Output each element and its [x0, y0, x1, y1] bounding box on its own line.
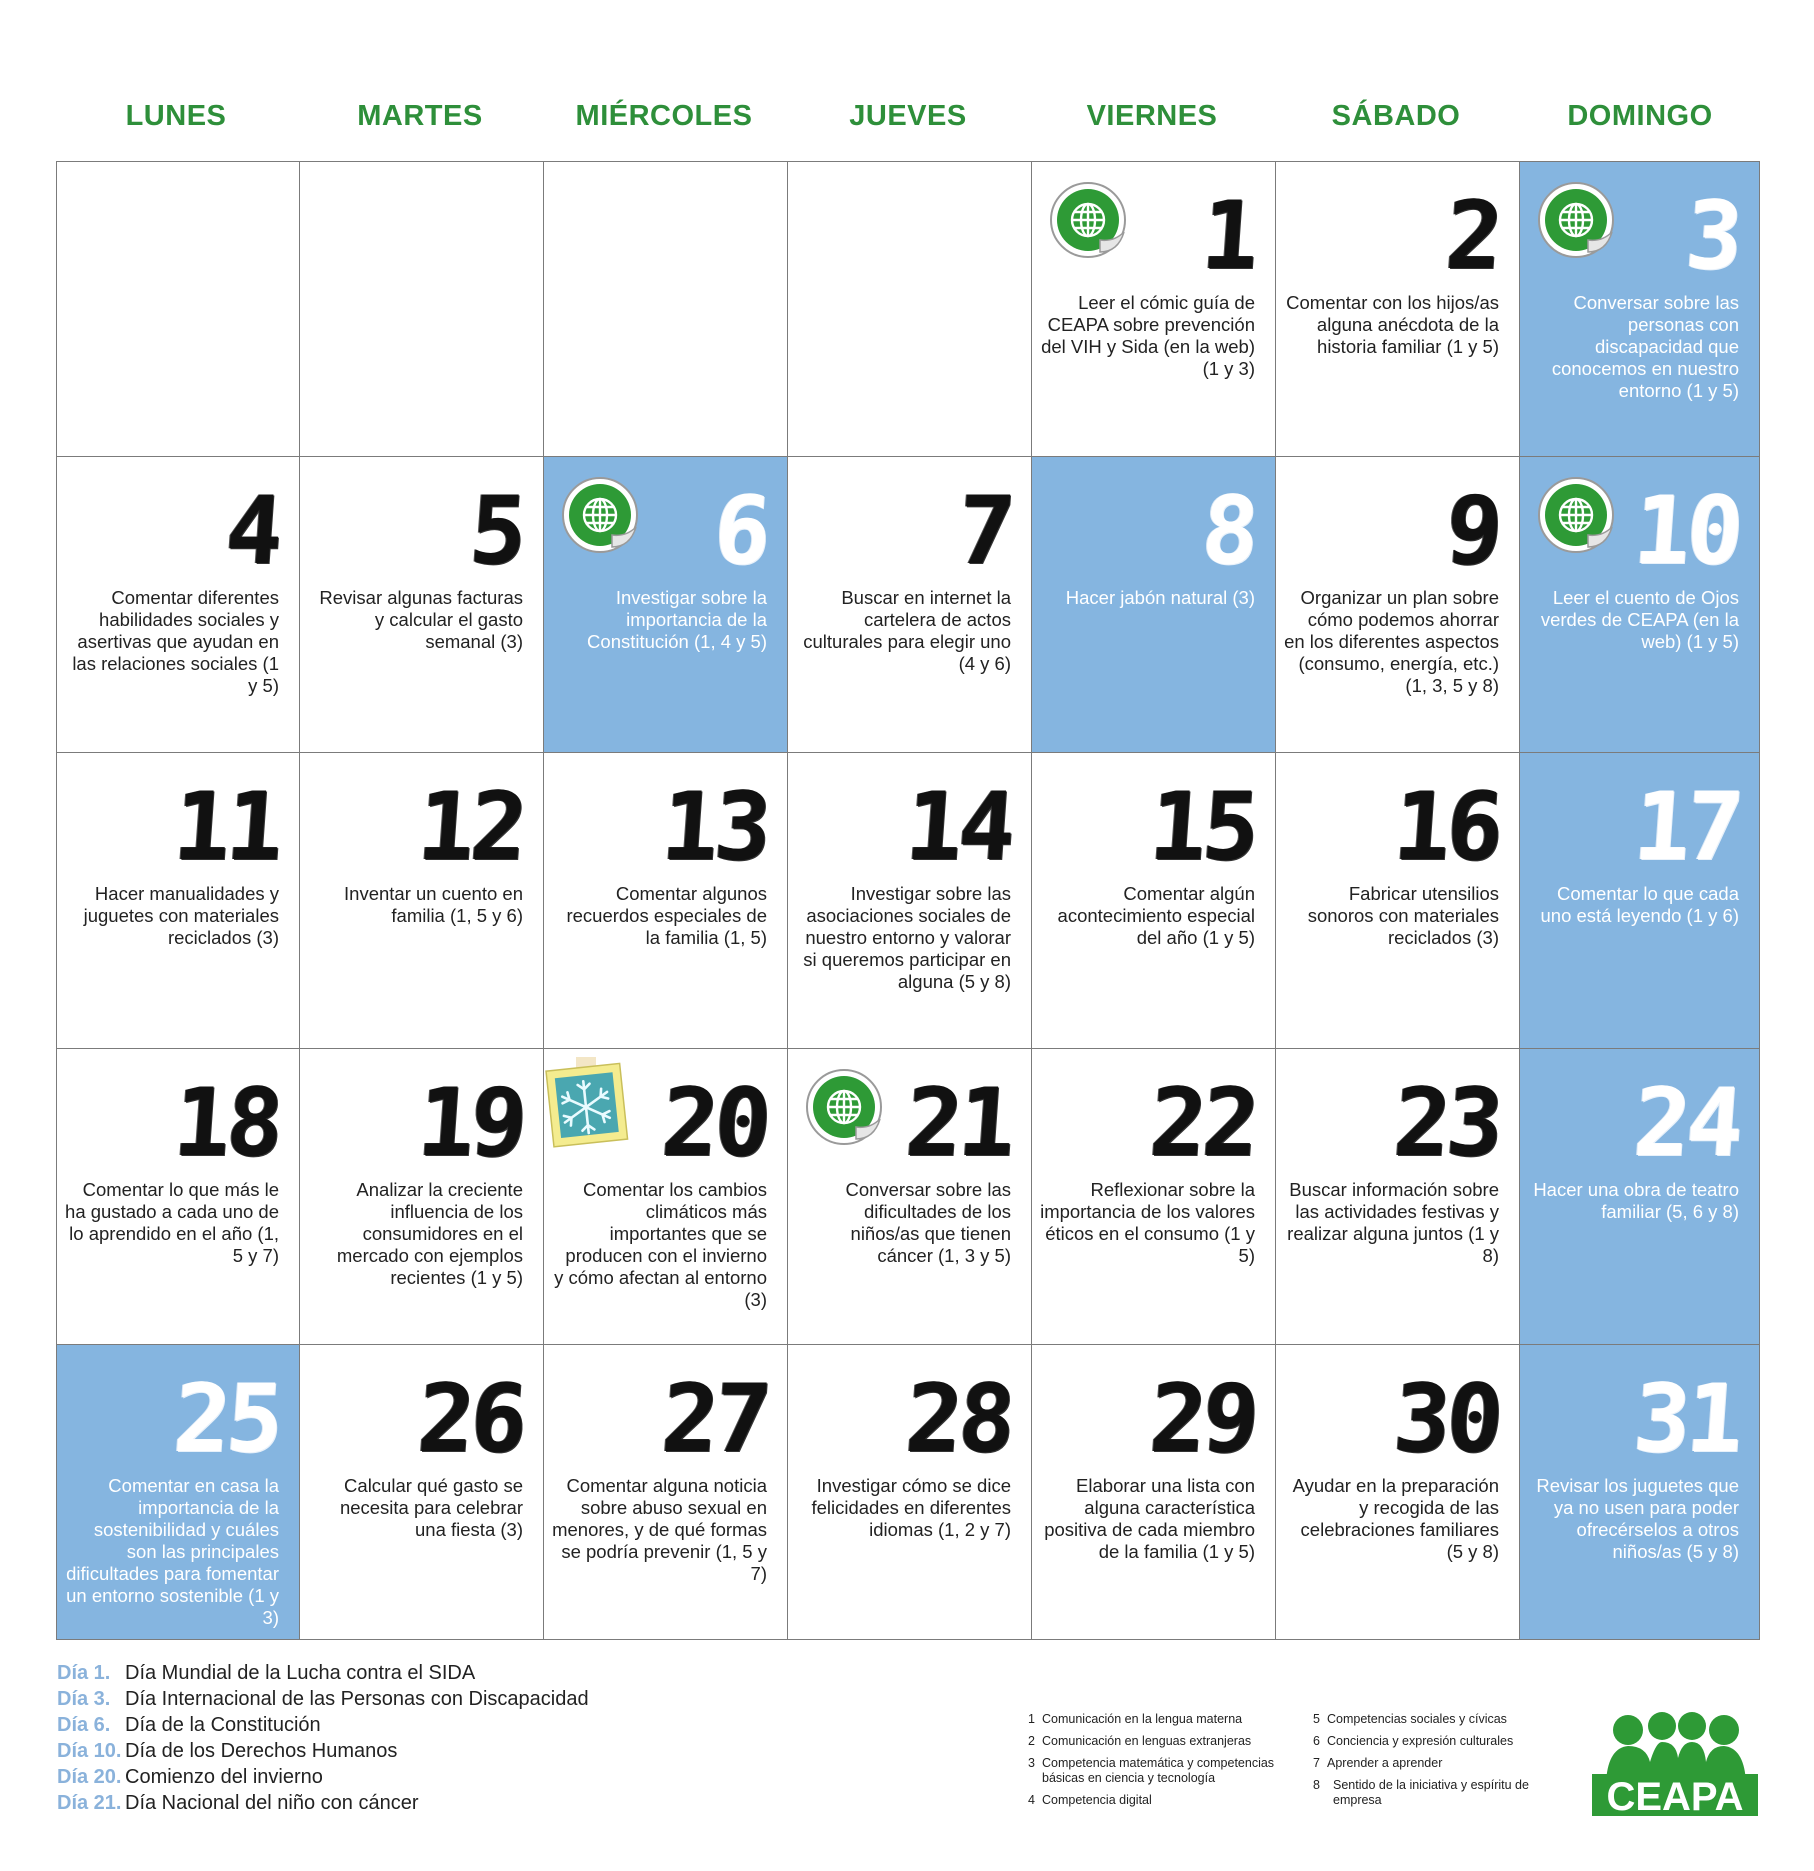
globe-sticker-icon — [1536, 475, 1616, 555]
day-number: 30 — [1390, 1365, 1503, 1474]
globe-sticker-icon — [1536, 180, 1616, 260]
day-number: 23 — [1390, 1069, 1503, 1178]
globe-sticker-icon — [560, 475, 640, 555]
activity-text: Elaborar una lista con alguna característica positiva de cada miembro de la familia (1 y 5) — [1044, 1475, 1255, 1562]
day-number: 6 — [710, 477, 771, 586]
calendar-cell-day-11 — [56, 753, 300, 1049]
day-number: 2 — [1442, 182, 1503, 291]
competencia-text: Sentido de la iniciativa y espíritu de empresa — [1333, 1778, 1529, 1807]
legend-label: Día 1. — [57, 1662, 111, 1684]
calendar-cell-day-30 — [1276, 1345, 1520, 1640]
day-number: 28 — [902, 1365, 1015, 1474]
calendar-cell-day-12 — [300, 753, 544, 1049]
activity-text: Comentar alguna noticia sobre abuso sexual en menores, y de qué formas se podría prevenir (1, 5 y 7) — [552, 1475, 767, 1584]
calendar-cell-empty — [56, 161, 300, 457]
competencia-item — [1313, 1712, 1533, 1727]
competencia-number: 2 — [1028, 1734, 1035, 1748]
competencia-text: Conciencia y expresión culturales — [1327, 1734, 1514, 1748]
day-number: 29 — [1146, 1365, 1259, 1474]
activity-text: Ayudar en la preparación y recogida de las celebraciones familiares (5 y 8) — [1292, 1475, 1499, 1562]
activity-text: Comentar algún acontecimiento especial del año (1 y 5) — [1057, 883, 1255, 948]
competencia-text: Aprender a aprender — [1327, 1756, 1443, 1770]
legend-item — [57, 1764, 589, 1790]
ceapa-logo — [1586, 1712, 1764, 1820]
competencias-left — [1028, 1712, 1298, 1808]
activity-text: Fabricar utensilios sonoros con materiales reciclados (3) — [1307, 883, 1499, 948]
day-number: 5 — [466, 477, 527, 586]
calendar-cell-day-8 — [1032, 457, 1276, 753]
activity-text: Comentar algunos recuerdos especiales de la familia (1, 5) — [566, 883, 767, 948]
competencia-item — [1028, 1793, 1298, 1808]
calendar-cell-day-3 — [1520, 161, 1760, 457]
activity-text: Investigar sobre las asociaciones sociales de nuestro entorno y valorar si queremos participar en alguna (5 y 8) — [803, 883, 1011, 992]
competencia-number: 6 — [1313, 1734, 1320, 1748]
day-number: 19 — [414, 1069, 527, 1178]
legend-text: Día de los Derechos Humanos — [125, 1740, 398, 1762]
calendar-cell-day-13 — [544, 753, 788, 1049]
activity-text: Inventar un cuento en familia (1, 5 y 6) — [344, 883, 523, 926]
calendar-cell-day-20 — [544, 1049, 788, 1345]
competencia-number: 5 — [1313, 1712, 1320, 1726]
day-number: 24 — [1630, 1069, 1743, 1178]
activity-text: Buscar información sobre las actividades festivas y realizar alguna juntos (1 y 8) — [1287, 1179, 1499, 1266]
competencia-number: 1 — [1028, 1712, 1035, 1726]
activity-text: Conversar sobre las personas con discapacidad que conocemos en nuestro entorno (1 y 5) — [1551, 292, 1739, 401]
activity-text: Conversar sobre las dificultades de los niños/as que tienen cáncer (1, 3 y 5) — [845, 1179, 1011, 1266]
competencia-text: Comunicación en lenguas extranjeras — [1042, 1734, 1252, 1748]
competencia-text: Competencia digital — [1042, 1793, 1152, 1807]
day-number: 10 — [1630, 477, 1743, 586]
globe-sticker-icon — [1048, 180, 1128, 260]
ceapa-logo-text: CEAPA — [1606, 1775, 1744, 1819]
calendar-cell-day-4 — [56, 457, 300, 753]
calendar-cell-day-28 — [788, 1345, 1032, 1640]
weekday-miercoles: MIÉRCOLES — [575, 100, 753, 132]
calendar-cell-day-19 — [300, 1049, 544, 1345]
calendar-cell-day-21 — [788, 1049, 1032, 1345]
day-number: 12 — [414, 773, 527, 882]
calendar-cell-day-15 — [1032, 753, 1276, 1049]
calendar-cell-day-7 — [788, 457, 1032, 753]
weekday-header — [0, 0, 1814, 160]
activity-text: Buscar en internet la cartelera de actos culturales para elegir uno (4 y 6) — [803, 587, 1011, 674]
legend-label: Día 6. — [57, 1714, 111, 1736]
legend-text: Día Nacional del niño con cáncer — [125, 1792, 419, 1814]
day-number: 17 — [1630, 773, 1743, 882]
day-number: 14 — [902, 773, 1015, 882]
calendar-cell-day-1 — [1032, 161, 1276, 457]
calendar-cell-day-31 — [1520, 1345, 1760, 1640]
calendar-cell-day-27 — [544, 1345, 788, 1640]
day-number: 3 — [1682, 182, 1743, 291]
calendar-cell-day-2 — [1276, 161, 1520, 457]
calendar-cell-day-24 — [1520, 1049, 1760, 1345]
calendar-cell-empty — [544, 161, 788, 457]
weekday-lunes: LUNES — [125, 100, 227, 132]
calendar-cell-day-23 — [1276, 1049, 1520, 1345]
competencia-number: 3 — [1028, 1756, 1035, 1770]
competencia-item — [1028, 1712, 1298, 1727]
calendar-cell-empty — [300, 161, 544, 457]
calendar-cell-day-22 — [1032, 1049, 1276, 1345]
calendar-cell-day-6 — [544, 457, 788, 753]
competencia-item — [1313, 1778, 1533, 1808]
day-number: 7 — [954, 477, 1015, 586]
day-number: 16 — [1390, 773, 1503, 882]
competencia-text: Competencia matemática y competencias básicas en ciencia y tecnología — [1042, 1756, 1275, 1785]
day-number: 25 — [170, 1365, 283, 1474]
legend-item — [57, 1686, 589, 1712]
calendar-cell-day-25 — [56, 1345, 300, 1640]
calendar-cell-day-29 — [1032, 1345, 1276, 1640]
calendar-cell-day-18 — [56, 1049, 300, 1345]
activity-text: Leer el cómic guía de CEAPA sobre prevención del VIH y Sida (en la web) (1 y 3) — [1041, 292, 1255, 379]
competencia-item — [1028, 1756, 1298, 1786]
day-number: 1 — [1198, 182, 1259, 291]
competencia-item — [1313, 1756, 1533, 1771]
activity-text: Hacer manualidades y juguetes con materiales reciclados (3) — [83, 883, 279, 948]
day-number: 20 — [658, 1069, 771, 1178]
legend-item — [57, 1790, 589, 1816]
activity-text: Comentar lo que más le ha gustado a cada uno de lo aprendido en el año (1, 5 y 7) — [65, 1179, 279, 1266]
day-number: 4 — [222, 477, 283, 586]
competencia-number: 8 — [1313, 1778, 1320, 1792]
competencia-text: Competencias sociales y cívicas — [1327, 1712, 1507, 1726]
day-number: 21 — [902, 1069, 1015, 1178]
calendar-grid — [56, 161, 1760, 1640]
legend-label: Día 3. — [57, 1688, 111, 1710]
day-number: 13 — [658, 773, 771, 882]
weekday-sabado: SÁBADO — [1331, 100, 1461, 132]
day-number: 11 — [170, 773, 283, 882]
activity-text: Analizar la creciente influencia de los consumidores en el mercado con ejemplos recientes (1 y 5) — [336, 1179, 523, 1288]
calendar-cell-day-9 — [1276, 457, 1520, 753]
legend-text: Comienzo del invierno — [125, 1766, 323, 1788]
calendar-cell-day-16 — [1276, 753, 1520, 1049]
ceapa-logo-graphic — [1586, 1712, 1764, 1820]
day-number: 18 — [170, 1069, 283, 1178]
legend-label: Día 21. — [57, 1792, 122, 1814]
activity-text: Comentar con los hijos/as alguna anécdota de la historia familiar (1 y 5) — [1286, 292, 1499, 357]
calendar-cell-day-5 — [300, 457, 544, 753]
activity-text: Hacer una obra de teatro familiar (5, 6 y 8) — [1533, 1179, 1739, 1222]
legend-text: Día Mundial de la Lucha contra el SIDA — [125, 1662, 476, 1684]
activity-text: Leer el cuento de Ojos verdes de CEAPA (en la web) (1 y 5) — [1540, 587, 1739, 652]
snowflake-note-icon — [542, 1057, 634, 1149]
competencia-item — [1028, 1734, 1298, 1749]
activity-text: Hacer jabón natural (3) — [1065, 587, 1255, 608]
legend-item — [57, 1660, 589, 1686]
legend-item — [57, 1738, 589, 1764]
activity-text: Comentar diferentes habilidades sociales y asertivas que ayudan en las relaciones sociales (1 y 5) — [72, 587, 279, 696]
activity-text: Comentar lo que cada uno está leyendo (1 y 6) — [1540, 883, 1739, 926]
calendar-cell-day-26 — [300, 1345, 544, 1640]
weekday-domingo: DOMINGO — [1567, 100, 1713, 132]
competencia-number: 7 — [1313, 1756, 1320, 1770]
activity-text: Comentar los cambios climáticos más importantes que se producen con el invierno y cómo afectan al entorno (3) — [554, 1179, 767, 1310]
day-number: 22 — [1146, 1069, 1259, 1178]
day-number: 31 — [1630, 1365, 1743, 1474]
day-number: 26 — [414, 1365, 527, 1474]
legend-text: Día Internacional de las Personas con Discapacidad — [125, 1688, 589, 1710]
activity-text: Investigar cómo se dice felicidades en diferentes idiomas (1, 2 y 7) — [811, 1475, 1011, 1540]
competencia-text: Comunicación en la lengua materna — [1042, 1712, 1243, 1726]
competencias-right — [1313, 1712, 1533, 1808]
weekday-martes: MARTES — [357, 100, 483, 132]
calendar-cell-day-17 — [1520, 753, 1760, 1049]
legend-label: Día 20. — [57, 1766, 122, 1788]
activity-text: Revisar los juguetes que ya no usen para poder ofrecérselos a otros niños/as (5 y 8) — [1536, 1475, 1739, 1562]
calendar-cell-empty — [788, 161, 1032, 457]
weekday-jueves: JUEVES — [849, 100, 967, 132]
calendar-cell-day-10 — [1520, 457, 1760, 753]
activity-text: Revisar algunas facturas y calcular el gasto semanal (3) — [319, 587, 523, 652]
day-number: 9 — [1442, 477, 1503, 586]
legend — [57, 1660, 589, 1816]
legend-item — [57, 1712, 589, 1738]
activity-text: Organizar un plan sobre cómo podemos ahorrar en los diferentes aspectos (consumo, energía, etc.) (1, 3, 5 y 8) — [1284, 587, 1499, 696]
day-number: 8 — [1198, 477, 1259, 586]
competencia-item — [1313, 1734, 1533, 1749]
calendar-cell-day-14 — [788, 753, 1032, 1049]
activity-text: Investigar sobre la importancia de la Constitución (1, 4 y 5) — [587, 587, 767, 652]
weekday-viernes: VIERNES — [1086, 100, 1218, 132]
globe-sticker-icon — [804, 1067, 884, 1147]
day-number: 15 — [1146, 773, 1259, 882]
activity-text: Comentar en casa la importancia de la sostenibilidad y cuáles son las principales dificultades para fomentar un entorno sostenible (1 y 3) — [66, 1475, 279, 1628]
activity-text: Reflexionar sobre la importancia de los valores éticos en el consumo (1 y 5) — [1040, 1179, 1255, 1266]
legend-text: Día de la Constitución — [125, 1714, 321, 1736]
day-number: 27 — [658, 1365, 771, 1474]
legend-label: Día 10. — [57, 1740, 122, 1762]
competencia-number: 4 — [1028, 1793, 1035, 1807]
activity-text: Calcular qué gasto se necesita para celebrar una fiesta (3) — [339, 1475, 523, 1540]
